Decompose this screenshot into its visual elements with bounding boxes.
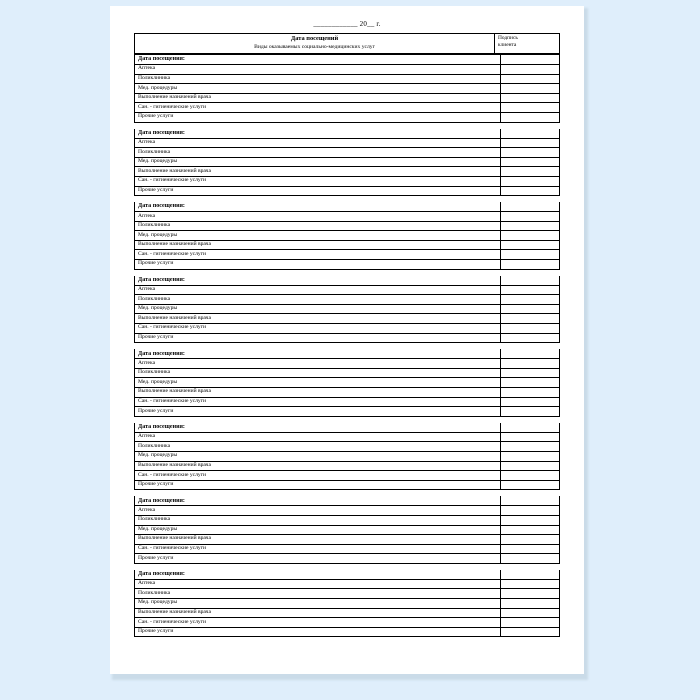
service-row <box>135 545 559 555</box>
service-row <box>135 407 559 416</box>
visit-block <box>134 202 560 270</box>
signature-cell[interactable] <box>500 580 559 589</box>
signature-cell[interactable] <box>500 84 559 93</box>
signature-cell[interactable] <box>500 129 559 138</box>
visit-date-row <box>135 129 559 139</box>
service-label: Выполнение назначений врача <box>138 609 211 616</box>
visit-date-label: Дата посещения: <box>138 350 185 357</box>
visit-date-row <box>135 202 559 212</box>
service-row <box>135 148 559 158</box>
signature-cell[interactable] <box>500 535 559 544</box>
service-label: Мед. процедуры <box>138 84 178 91</box>
signature-cell[interactable] <box>500 349 559 358</box>
service-label: Мед. процедуры <box>138 378 178 385</box>
service-row <box>135 113 559 122</box>
service-row <box>135 295 559 305</box>
service-label: Выполнение назначений врача <box>138 461 211 468</box>
visit-block <box>134 570 560 638</box>
service-label: Поликлиника <box>138 222 171 229</box>
signature-cell[interactable] <box>500 231 559 240</box>
service-row <box>135 84 559 94</box>
service-row <box>135 452 559 462</box>
header-cell-signature <box>495 34 560 54</box>
service-label: Прочие услуги <box>138 481 174 488</box>
service-row <box>135 471 559 481</box>
service-row <box>135 103 559 113</box>
service-label: Аптека <box>138 286 156 293</box>
service-label: Поликлиника <box>138 369 171 376</box>
service-row <box>135 187 559 196</box>
service-label: Аптека <box>138 433 156 440</box>
signature-cell[interactable] <box>500 609 559 618</box>
visit-date-label: Дата посещения: <box>138 203 185 210</box>
visit-block <box>134 496 560 564</box>
signature-cell[interactable] <box>500 250 559 259</box>
service-row <box>135 378 559 388</box>
signature-cell[interactable] <box>500 589 559 598</box>
signature-cell[interactable] <box>500 295 559 304</box>
signature-cell[interactable] <box>500 506 559 515</box>
header-signature-line1: Подпись <box>498 35 518 41</box>
service-label: Прочие услуги <box>138 407 174 414</box>
service-label: Прочие услуги <box>138 113 174 120</box>
signature-cell[interactable] <box>500 222 559 231</box>
signature-cell[interactable] <box>500 359 559 368</box>
header-signature-line2: клиента <box>498 42 517 49</box>
signature-cell[interactable] <box>500 545 559 554</box>
service-row <box>135 65 559 75</box>
service-row <box>135 334 559 343</box>
signature-cell[interactable] <box>500 158 559 167</box>
signature-cell[interactable] <box>500 334 559 343</box>
service-row <box>135 580 559 590</box>
service-row <box>135 462 559 472</box>
service-row <box>135 609 559 619</box>
service-label: Поликлиника <box>138 442 171 449</box>
header-subtitle: Виды оказываемых социально-медицинских услуг <box>254 44 375 50</box>
service-label: Мед. процедуры <box>138 231 178 238</box>
service-label: Прочие услуги <box>138 628 174 635</box>
service-row <box>135 526 559 536</box>
visit-block <box>134 349 560 417</box>
visit-date-label: Дата посещения: <box>138 571 185 578</box>
visit-block <box>134 54 560 123</box>
table-header-row <box>135 34 560 54</box>
service-label: Аптека <box>138 212 156 219</box>
service-label: Сан. - гигиенические услуги <box>138 471 206 478</box>
service-row <box>135 599 559 609</box>
service-label: Сан. - гигиенические услуги <box>138 324 206 331</box>
service-label: Выполнение назначений врача <box>138 388 211 395</box>
visit-blocks-container <box>134 54 560 637</box>
service-row <box>135 388 559 398</box>
service-row <box>135 260 559 269</box>
signature-cell[interactable] <box>500 423 559 432</box>
service-label: Выполнение назначений врача <box>138 314 211 321</box>
service-row <box>135 167 559 177</box>
visit-date-row <box>135 423 559 433</box>
service-row <box>135 554 559 563</box>
visit-block <box>134 129 560 197</box>
signature-cell[interactable] <box>500 570 559 579</box>
service-label: Поликлиника <box>138 75 171 82</box>
signature-cell[interactable] <box>500 388 559 397</box>
visit-date-label: Дата посещения: <box>138 129 185 136</box>
service-label: Мед. процедуры <box>138 452 178 459</box>
service-label: Сан. - гигиенические услуги <box>138 397 206 404</box>
table-header <box>134 33 560 54</box>
signature-cell[interactable] <box>500 241 559 250</box>
visit-date-row <box>135 55 559 65</box>
service-row <box>135 398 559 408</box>
service-row <box>135 628 559 637</box>
service-row <box>135 324 559 334</box>
service-row <box>135 481 559 490</box>
service-row <box>135 222 559 232</box>
signature-cell[interactable] <box>500 442 559 451</box>
header-title: Дата посещений <box>290 35 339 42</box>
signature-cell[interactable] <box>500 378 559 387</box>
signature-cell[interactable] <box>500 202 559 211</box>
signature-cell[interactable] <box>500 212 559 221</box>
service-label: Поликлиника <box>138 148 171 155</box>
signature-cell[interactable] <box>500 452 559 461</box>
signature-cell[interactable] <box>500 481 559 490</box>
signature-cell[interactable] <box>500 94 559 103</box>
service-row <box>135 241 559 251</box>
service-row <box>135 231 559 241</box>
signature-cell[interactable] <box>500 599 559 608</box>
visit-block <box>134 423 560 491</box>
visit-date-label: Дата посещения: <box>138 277 185 284</box>
service-label: Выполнение назначений врача <box>138 241 211 248</box>
signature-cell[interactable] <box>500 187 559 196</box>
service-label: Прочие услуги <box>138 554 174 561</box>
signature-cell[interactable] <box>500 471 559 480</box>
signature-cell[interactable] <box>500 628 559 637</box>
signature-cell[interactable] <box>500 324 559 333</box>
signature-cell[interactable] <box>500 314 559 323</box>
service-row <box>135 535 559 545</box>
visit-date-label: Дата посещения: <box>138 497 185 504</box>
signature-cell[interactable] <box>500 276 559 285</box>
service-label: Мед. процедуры <box>138 305 178 312</box>
service-label: Мед. процедуры <box>138 158 178 165</box>
signature-cell[interactable] <box>500 398 559 407</box>
signature-cell[interactable] <box>500 113 559 122</box>
service-label: Прочие услуги <box>138 260 174 267</box>
service-label: Поликлиника <box>138 295 171 302</box>
signature-cell[interactable] <box>500 148 559 157</box>
signature-cell[interactable] <box>500 177 559 186</box>
service-label: Поликлиника <box>138 589 171 596</box>
signature-cell[interactable] <box>500 260 559 269</box>
service-label: Сан. - гигиенические услуги <box>138 103 206 110</box>
signature-cell[interactable] <box>500 75 559 84</box>
service-label: Аптека <box>138 580 156 587</box>
service-row <box>135 305 559 315</box>
document-page <box>110 6 584 674</box>
service-row <box>135 369 559 379</box>
visit-date-label: Дата посещения: <box>138 56 185 63</box>
signature-cell[interactable] <box>500 65 559 74</box>
service-row <box>135 314 559 324</box>
signature-cell[interactable] <box>500 55 559 64</box>
signature-cell[interactable] <box>500 139 559 148</box>
signature-cell[interactable] <box>500 305 559 314</box>
service-row <box>135 589 559 599</box>
service-row <box>135 250 559 260</box>
service-label: Сан. - гигиенические услуги <box>138 618 206 625</box>
service-row <box>135 359 559 369</box>
service-row <box>135 286 559 296</box>
visit-date-label: Дата посещения: <box>138 424 185 431</box>
service-label: Выполнение назначений врача <box>138 94 211 101</box>
visit-block <box>134 276 560 344</box>
service-label: Сан. - гигиенические услуги <box>138 177 206 184</box>
signature-cell[interactable] <box>500 496 559 505</box>
service-label: Мед. процедуры <box>138 525 178 532</box>
visit-date-row <box>135 276 559 286</box>
service-label: Прочие услуги <box>138 333 174 340</box>
signature-cell[interactable] <box>500 526 559 535</box>
signature-cell[interactable] <box>500 407 559 416</box>
service-label: Поликлиника <box>138 516 171 523</box>
visit-date-row <box>135 349 559 359</box>
service-row <box>135 139 559 149</box>
signature-cell[interactable] <box>500 369 559 378</box>
signature-cell[interactable] <box>500 167 559 176</box>
service-row <box>135 506 559 516</box>
service-row <box>135 158 559 168</box>
signature-cell[interactable] <box>500 516 559 525</box>
service-label: Сан. - гигиенические услуги <box>138 545 206 552</box>
signature-cell[interactable] <box>500 286 559 295</box>
signature-cell[interactable] <box>500 462 559 471</box>
signature-cell[interactable] <box>500 554 559 563</box>
service-row <box>135 433 559 443</box>
service-label: Сан. - гигиенические услуги <box>138 250 206 257</box>
signature-cell[interactable] <box>500 433 559 442</box>
signature-cell[interactable] <box>500 103 559 112</box>
service-row <box>135 177 559 187</box>
service-label: Аптека <box>138 65 156 72</box>
service-label: Аптека <box>138 506 156 513</box>
service-row <box>135 516 559 526</box>
service-row <box>135 94 559 104</box>
service-row <box>135 75 559 85</box>
service-label: Прочие услуги <box>138 186 174 193</box>
service-row <box>135 618 559 628</box>
service-label: Аптека <box>138 359 156 366</box>
service-label: Выполнение назначений врача <box>138 167 211 174</box>
service-label: Выполнение назначений врача <box>138 535 211 542</box>
signature-cell[interactable] <box>500 618 559 627</box>
service-row <box>135 442 559 452</box>
header-cell-title <box>135 34 495 54</box>
service-row <box>135 212 559 222</box>
document-date-header: ____________ 20__ г. <box>313 20 381 28</box>
service-label: Аптека <box>138 139 156 145</box>
visit-date-row <box>135 570 559 580</box>
visit-date-row <box>135 496 559 506</box>
service-label: Мед. процедуры <box>138 599 178 606</box>
